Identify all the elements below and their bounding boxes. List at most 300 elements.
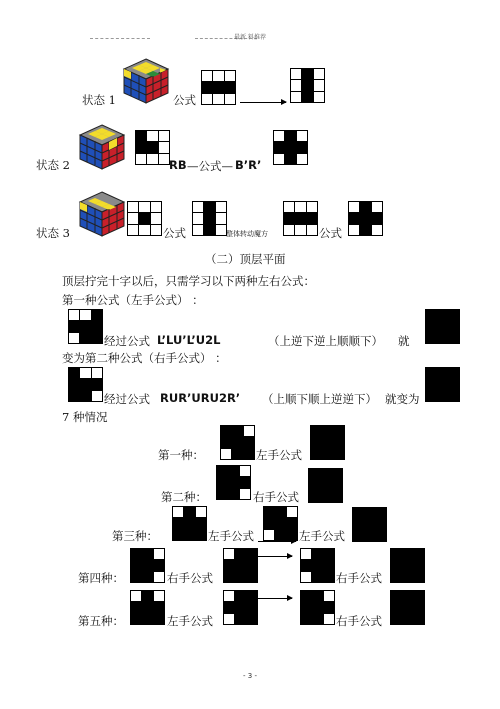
filled-cell xyxy=(287,518,297,528)
filled-cell xyxy=(92,321,102,331)
state-2-move-1: RB xyxy=(169,158,187,172)
pattern-grid xyxy=(192,201,227,236)
filled-cell xyxy=(173,530,183,540)
empty-cell xyxy=(202,71,212,81)
filled-cell xyxy=(301,614,311,624)
second-formula: RUR’URU2R’ xyxy=(160,391,241,405)
filled-cell xyxy=(204,225,214,235)
empty-cell xyxy=(324,591,334,601)
filled-cell xyxy=(324,549,334,559)
filled-cell xyxy=(80,333,90,343)
empty-cell xyxy=(154,549,164,559)
arrow-right-icon xyxy=(258,598,292,599)
empty-cell xyxy=(147,154,157,164)
filled-cell xyxy=(353,519,363,529)
filled-cell xyxy=(301,560,311,570)
filled-cell xyxy=(402,549,412,559)
case-2-formula: 右手公式 xyxy=(253,490,299,504)
filled-cell xyxy=(131,572,141,582)
state-2-label: 状态 2 xyxy=(36,158,70,172)
filled-cell xyxy=(449,368,459,378)
filled-cell xyxy=(221,426,231,436)
state-1-label: 状态 1 xyxy=(82,93,116,107)
filled-cell xyxy=(426,391,436,401)
filled-cell xyxy=(311,449,321,459)
filled-cell xyxy=(302,80,312,90)
empty-cell xyxy=(297,154,307,164)
empty-cell xyxy=(224,549,234,559)
filled-cell xyxy=(320,480,330,490)
empty-cell xyxy=(92,368,102,378)
filled-cell xyxy=(332,469,342,479)
empty-cell xyxy=(154,572,164,582)
case-1-formula: 左手公式 xyxy=(256,448,302,462)
empty-cell xyxy=(349,225,359,235)
filled-cell xyxy=(426,333,436,343)
filled-cell xyxy=(154,560,164,570)
filled-cell xyxy=(402,591,412,601)
empty-cell xyxy=(80,310,90,320)
pattern-grid xyxy=(216,465,251,500)
empty-cell xyxy=(69,333,79,343)
filled-cell xyxy=(360,202,370,212)
filled-cell xyxy=(142,591,152,601)
state-3-formula2-label: 公式 xyxy=(319,226,342,240)
filled-cell xyxy=(391,602,401,612)
empty-cell xyxy=(314,80,324,90)
filled-cell xyxy=(426,379,436,389)
filled-cell xyxy=(154,602,164,612)
filled-cell xyxy=(437,321,447,331)
case-4-formula: 右手公式 xyxy=(167,571,213,585)
cube-state-3 xyxy=(78,190,126,238)
filled-cell xyxy=(184,507,194,517)
arrow-right-icon xyxy=(258,556,292,557)
case-2-label: 第二种： xyxy=(161,490,207,504)
pattern-grid xyxy=(223,548,258,583)
filled-cell xyxy=(449,379,459,389)
first-note: （上逆下逆上顺顺下） xyxy=(268,334,383,348)
empty-cell xyxy=(128,202,138,212)
pattern-grid-solid xyxy=(308,468,343,503)
pattern-grid xyxy=(300,590,335,625)
empty-cell xyxy=(301,572,311,582)
empty-cell xyxy=(372,202,382,212)
filled-cell xyxy=(320,469,330,479)
case-5-formula: 左手公式 xyxy=(167,614,213,628)
filled-cell xyxy=(69,368,79,378)
filled-cell xyxy=(414,614,424,624)
empty-cell xyxy=(225,71,235,81)
filled-cell xyxy=(309,480,319,490)
filled-cell xyxy=(302,92,312,102)
filled-cell xyxy=(221,437,231,447)
filled-cell xyxy=(312,591,322,601)
filled-cell xyxy=(224,560,234,570)
filled-cell xyxy=(334,437,344,447)
empty-cell xyxy=(301,549,311,559)
filled-cell xyxy=(297,142,307,152)
empty-cell xyxy=(224,591,234,601)
filled-cell xyxy=(275,518,285,528)
empty-cell xyxy=(274,154,284,164)
filled-cell xyxy=(334,426,344,436)
filled-cell xyxy=(228,466,238,476)
filled-cell xyxy=(353,508,363,518)
case-1-label: 第一种： xyxy=(158,448,204,462)
empty-cell xyxy=(307,202,317,212)
case-3-label: 第三种： xyxy=(112,529,158,543)
filled-cell xyxy=(301,591,311,601)
empty-cell xyxy=(193,213,203,223)
empty-cell xyxy=(287,507,297,517)
empty-cell xyxy=(225,94,235,104)
empty-cell xyxy=(224,614,234,624)
filled-cell xyxy=(217,466,227,476)
pattern-grid xyxy=(263,506,298,541)
filled-cell xyxy=(213,82,223,92)
empty-cell xyxy=(136,154,146,164)
empty-cell xyxy=(131,591,141,601)
empty-cell xyxy=(128,213,138,223)
filled-cell xyxy=(264,507,274,517)
state-3-rotate-note: 整体转动魔方 xyxy=(226,230,268,238)
filled-cell xyxy=(312,602,322,612)
filled-cell xyxy=(217,477,227,487)
empty-cell xyxy=(193,202,203,212)
filled-cell xyxy=(228,489,238,499)
cases-title: 7 种情况 xyxy=(62,410,108,424)
empty-cell xyxy=(128,225,138,235)
filled-cell xyxy=(217,489,227,499)
filled-cell xyxy=(196,530,206,540)
pattern-grid xyxy=(283,201,318,236)
empty-cell xyxy=(295,202,305,212)
filled-cell xyxy=(402,614,412,624)
filled-cell xyxy=(285,154,295,164)
filled-cell xyxy=(131,614,141,624)
filled-cell xyxy=(364,519,374,529)
filled-cell xyxy=(312,549,322,559)
filled-cell xyxy=(136,131,146,141)
filled-cell xyxy=(414,591,424,601)
empty-cell xyxy=(216,202,226,212)
pattern-grid xyxy=(130,548,165,583)
filled-cell xyxy=(275,530,285,540)
pattern-grid-solid xyxy=(425,309,460,344)
empty-cell xyxy=(349,202,359,212)
empty-cell xyxy=(92,391,102,401)
filled-cell xyxy=(240,477,250,487)
filled-cell xyxy=(247,614,257,624)
filled-cell xyxy=(311,426,321,436)
cube-state-1 xyxy=(122,57,170,105)
page-number: - 3 - xyxy=(243,672,257,680)
empty-cell xyxy=(284,202,294,212)
filled-cell xyxy=(235,549,245,559)
filled-cell xyxy=(391,549,401,559)
empty-cell xyxy=(284,225,294,235)
empty-cell xyxy=(159,142,169,152)
filled-cell xyxy=(437,333,447,343)
empty-cell xyxy=(202,94,212,104)
arrow-right-icon xyxy=(240,102,286,103)
filled-cell xyxy=(402,602,412,612)
pattern-grid-solid xyxy=(310,425,345,460)
pattern-grid xyxy=(201,70,236,105)
filled-cell xyxy=(311,437,321,447)
filled-cell xyxy=(402,560,412,570)
empty-cell xyxy=(151,225,161,235)
filled-cell xyxy=(353,531,363,541)
filled-cell xyxy=(275,507,285,517)
filled-cell xyxy=(232,426,242,436)
filled-cell xyxy=(204,213,214,223)
filled-cell xyxy=(204,202,214,212)
empty-cell xyxy=(213,94,223,104)
filled-cell xyxy=(302,69,312,79)
filled-cell xyxy=(235,591,245,601)
filled-cell xyxy=(247,572,257,582)
filled-cell xyxy=(228,477,238,487)
state-2-move-2: B’R’ xyxy=(235,158,262,172)
pattern-grid xyxy=(127,201,162,236)
filled-cell xyxy=(426,321,436,331)
second-pre: 经过公式 xyxy=(104,392,150,406)
filled-cell xyxy=(414,560,424,570)
empty-cell xyxy=(151,213,161,223)
empty-cell xyxy=(297,131,307,141)
empty-cell xyxy=(240,466,250,476)
filled-cell xyxy=(324,602,334,612)
case-3-formula: 左手公式 xyxy=(208,529,254,543)
filled-cell xyxy=(376,508,386,518)
empty-cell xyxy=(324,614,334,624)
filled-cell xyxy=(437,391,447,401)
filled-cell xyxy=(449,391,459,401)
empty-cell xyxy=(216,225,226,235)
filled-cell xyxy=(235,560,245,570)
filled-cell xyxy=(184,518,194,528)
filled-cell xyxy=(309,469,319,479)
state-2-formula-label: —公式— xyxy=(187,159,233,173)
filled-cell xyxy=(332,492,342,502)
filled-cell xyxy=(449,321,459,331)
filled-cell xyxy=(235,602,245,612)
filled-cell xyxy=(142,614,152,624)
filled-cell xyxy=(142,572,152,582)
filled-cell xyxy=(391,591,401,601)
filled-cell xyxy=(360,225,370,235)
filled-cell xyxy=(426,310,436,320)
pattern-grid xyxy=(300,548,335,583)
filled-cell xyxy=(80,321,90,331)
intro-text: 顶层拧完十字以后，只需学习以下两种左右公式： xyxy=(62,274,315,288)
filled-cell xyxy=(309,492,319,502)
filled-cell xyxy=(154,614,164,624)
cube-state-2 xyxy=(78,123,126,171)
empty-cell xyxy=(173,507,183,517)
pattern-grid xyxy=(172,506,207,541)
filled-cell xyxy=(80,379,90,389)
empty-cell xyxy=(291,69,301,79)
filled-cell xyxy=(414,549,424,559)
empty-cell xyxy=(221,449,231,459)
filled-cell xyxy=(312,560,322,570)
filled-cell xyxy=(449,310,459,320)
empty-cell xyxy=(139,202,149,212)
empty-cell xyxy=(159,154,169,164)
filled-cell xyxy=(247,549,257,559)
filled-cell xyxy=(244,437,254,447)
pattern-grid xyxy=(220,425,255,460)
empty-cell xyxy=(307,225,317,235)
first-post: 就 xyxy=(398,334,410,348)
filled-cell xyxy=(69,379,79,389)
filled-cell xyxy=(142,560,152,570)
state-3-formula-label: 公式 xyxy=(163,226,186,240)
filled-cell xyxy=(324,572,334,582)
empty-cell xyxy=(314,92,324,102)
filled-cell xyxy=(142,602,152,612)
filled-cell xyxy=(364,531,374,541)
second-note: （上顺下顺上逆逆下） xyxy=(262,392,377,406)
empty-cell xyxy=(291,92,301,102)
pattern-grid xyxy=(290,68,325,103)
pattern-grid xyxy=(348,201,383,236)
empty-cell xyxy=(291,80,301,90)
filled-cell xyxy=(322,449,332,459)
pattern-grid xyxy=(135,130,170,165)
filled-cell xyxy=(449,333,459,343)
filled-cell xyxy=(414,602,424,612)
filled-cell xyxy=(307,213,317,223)
filled-cell xyxy=(322,426,332,436)
filled-cell xyxy=(391,560,401,570)
filled-cell xyxy=(426,368,436,378)
filled-cell xyxy=(147,142,157,152)
filled-cell xyxy=(360,213,370,223)
empty-cell xyxy=(240,489,250,499)
filled-cell xyxy=(247,560,257,570)
filled-cell xyxy=(136,142,146,152)
empty-cell xyxy=(147,131,157,141)
filled-cell xyxy=(295,213,305,223)
filled-cell xyxy=(184,530,194,540)
filled-cell xyxy=(131,549,141,559)
empty-cell xyxy=(244,426,254,436)
second-post: 就变为 xyxy=(385,392,420,406)
filled-cell xyxy=(324,560,334,570)
filled-cell xyxy=(376,519,386,529)
case-4-formula-2: 右手公式 xyxy=(336,571,382,585)
filled-cell xyxy=(69,321,79,331)
filled-cell xyxy=(247,602,257,612)
filled-cell xyxy=(131,560,141,570)
pattern-grid-large xyxy=(68,367,103,402)
empty-cell xyxy=(159,131,169,141)
filled-cell xyxy=(334,449,344,459)
filled-cell xyxy=(139,213,149,223)
filled-cell xyxy=(224,572,234,582)
filled-cell xyxy=(349,213,359,223)
filled-cell xyxy=(437,368,447,378)
filled-cell xyxy=(320,492,330,502)
header-text: 最新 料推荐 xyxy=(234,34,266,41)
filled-cell xyxy=(235,572,245,582)
empty-cell xyxy=(264,530,274,540)
filled-cell xyxy=(69,391,79,401)
pattern-grid-solid xyxy=(425,367,460,402)
empty-cell xyxy=(196,507,206,517)
arrow-right-icon xyxy=(258,541,296,542)
case-4-label: 第四种： xyxy=(78,571,124,585)
filled-cell xyxy=(414,572,424,582)
filled-cell xyxy=(437,310,447,320)
pattern-grid-solid xyxy=(390,548,425,583)
pattern-grid-large xyxy=(68,309,103,344)
filled-cell xyxy=(312,572,322,582)
pattern-grid xyxy=(273,130,308,165)
filled-cell xyxy=(142,549,152,559)
filled-cell xyxy=(372,213,382,223)
filled-cell xyxy=(92,310,102,320)
filled-cell xyxy=(301,602,311,612)
filled-cell xyxy=(285,131,295,141)
second-formula-title: 变为第二种公式（右手公式） ： xyxy=(62,351,227,365)
filled-cell xyxy=(235,614,245,624)
empty-cell xyxy=(80,368,90,378)
filled-cell xyxy=(402,572,412,582)
first-formula-title: 第一种公式（左手公式） ： xyxy=(62,293,204,307)
section-title: （二）顶层平面 xyxy=(205,252,286,266)
empty-cell xyxy=(151,202,161,212)
empty-cell xyxy=(314,69,324,79)
filled-cell xyxy=(284,213,294,223)
empty-cell xyxy=(274,131,284,141)
empty-cell xyxy=(213,71,223,81)
filled-cell xyxy=(274,142,284,152)
filled-cell xyxy=(285,142,295,152)
first-formula: L’LU’L’U2L xyxy=(157,333,221,347)
empty-cell xyxy=(139,225,149,235)
state-1-formula-label: 公式 xyxy=(173,93,196,107)
pattern-grid-solid xyxy=(352,507,387,542)
filled-cell xyxy=(376,531,386,541)
empty-cell xyxy=(295,225,305,235)
filled-cell xyxy=(232,449,242,459)
filled-cell xyxy=(224,602,234,612)
filled-cell xyxy=(173,518,183,528)
empty-cell xyxy=(372,225,382,235)
filled-cell xyxy=(92,379,102,389)
state-3-label: 状态 3 xyxy=(36,226,70,240)
case-3-formula-2: 左手公式 xyxy=(299,529,345,543)
filled-cell xyxy=(391,614,401,624)
empty-cell xyxy=(69,310,79,320)
filled-cell xyxy=(202,82,212,92)
filled-cell xyxy=(322,437,332,447)
filled-cell xyxy=(391,572,401,582)
first-pre: 经过公式 xyxy=(104,334,150,348)
empty-cell xyxy=(193,225,203,235)
empty-cell xyxy=(216,213,226,223)
filled-cell xyxy=(196,518,206,528)
filled-cell xyxy=(232,437,242,447)
filled-cell xyxy=(131,602,141,612)
filled-cell xyxy=(437,379,447,389)
pattern-grid xyxy=(223,590,258,625)
